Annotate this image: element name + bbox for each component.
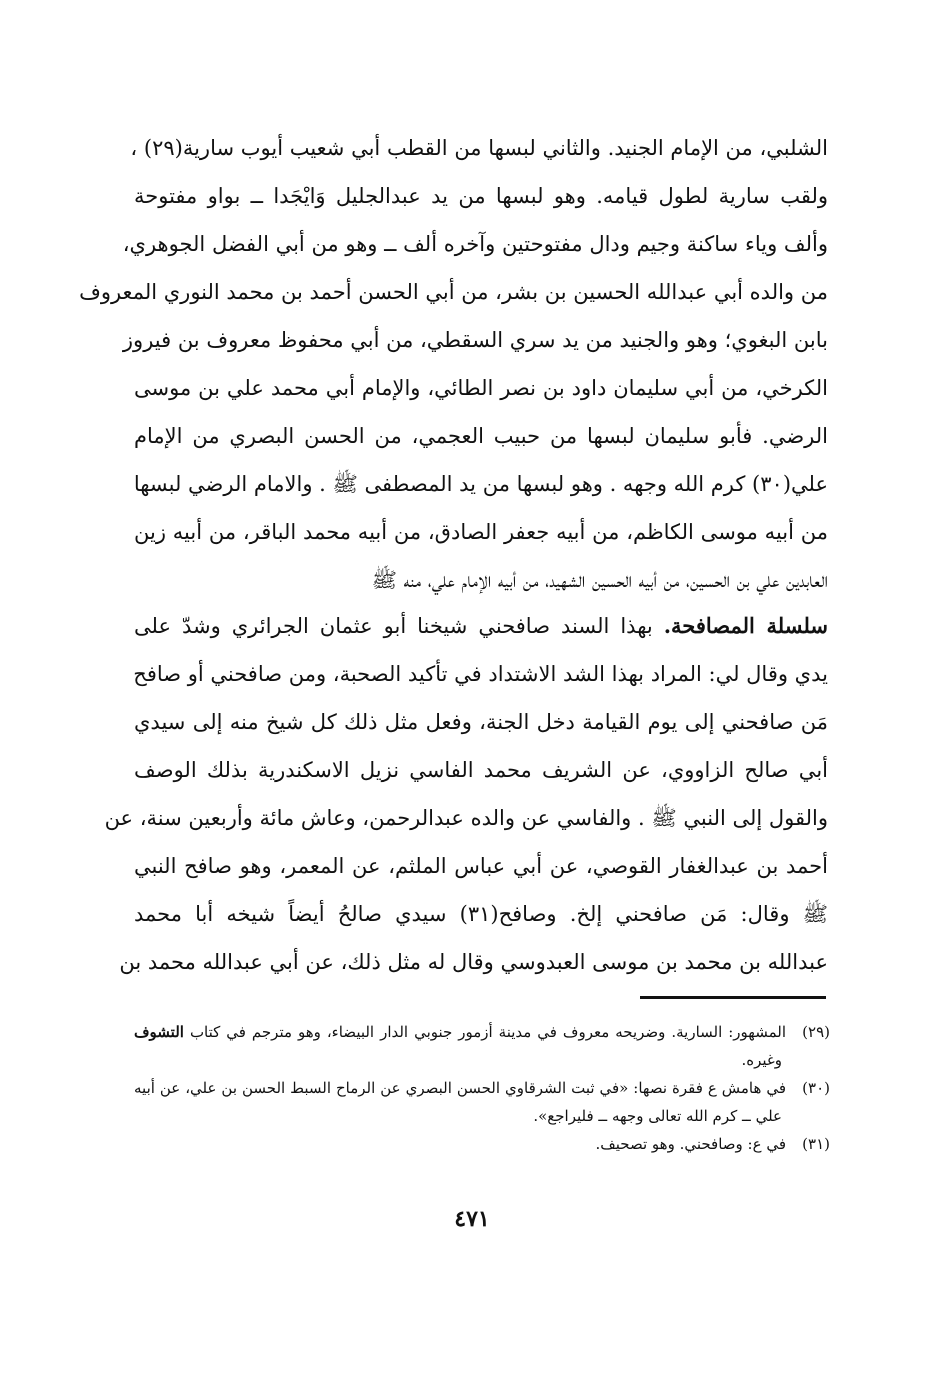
footnote-29-line (134, 1018, 830, 1046)
footnote-number: (٣١) (802, 1135, 830, 1153)
text-line: ولقب سارية لطول قيامه. وهو لبسها من يد عبدالجليل وَايْجَدا ــ بواو مفتوحة (134, 184, 828, 208)
text-line: من أبيه موسى الكاظم، من أبيه جعفر الصادق، من أبيه محمد الباقر، من أبيه زين (134, 520, 828, 544)
text-line: علي(٣٠) كرم الله وجهه . وهو لبسها من يد المصطفى ﷺ . والامام الرضي لبسها (133, 472, 828, 496)
paragraph-sanad-khirqa (79, 124, 828, 604)
book-title: التشوف (134, 1023, 184, 1041)
text-line: من والده أبي عبدالله الحسين بن بشر، من أبي الحسن أحمد بن محمد النوري المعروف (79, 280, 828, 304)
text-line: عبدالله بن محمد بن موسى العبدوسي وقال له مثل ذلك، عن أبي عبدالله محمد بن (119, 950, 828, 974)
text-line-first (134, 602, 828, 650)
footnote-30-continuation: علي ــ كرم الله تعالى وجهه ــ فليراجع». (533, 1107, 782, 1125)
footnote-divider (640, 996, 826, 999)
text-line: ﷺ وقال: مَن صافحني إلخ. وصافح(٣١) سيدي صالحُ أيضاً شيخه أبا محمد (134, 902, 828, 926)
footnotes (134, 1018, 830, 1158)
footnote-number: (٣٠) (802, 1079, 830, 1097)
footnote-text: المشهور: السارية. وضريحه معروف في مدينة أزمور جنوبي الدار البيضاء، وهو مترجم في كتاب (189, 1023, 787, 1041)
footnote-29-continuation: وغيره. (741, 1051, 782, 1069)
text-line: الشلبي، من الإمام الجنيد. والثاني لبسها من القطب أبي شعيب أيوب سارية(٢٩) ، (130, 136, 828, 160)
section-heading: سلسلة المصافحة. (663, 613, 828, 638)
text-line: الكرخي، من أبي سليمان داود بن نصر الطائي، والإمام أبي محمد علي بن موسى (134, 376, 828, 400)
footnote-30-line (134, 1074, 830, 1102)
text-line: يدي وقال لي: المراد بهذا الشد الاشتداد في تأكيد الصحبة، ومن صافحني أو صافح (133, 662, 828, 686)
text-line: بابن البغوي؛ وهو والجنيد من يد سري السقطي، من أبي محفوظ معروف بن فيروز (122, 328, 828, 352)
text-line: العابدين علي بن الحسين، من أبيه الحسين الشهيد، من أبيه الإمام علي، منه ﷺ (371, 568, 828, 592)
footnote-text: في هامش ع فقرة نصها: «في ثبت الشرقاوي الحسن البصري عن الرماح السبط الحسن بن علي، عن أبيه (134, 1079, 786, 1097)
text-line: أحمد بن عبدالغفار القوصي، عن أبي عباس الملثم، عن المعمر، وهو صافح النبي (134, 854, 828, 878)
text-line: الرضي. فأبو سليمان لبسها من حبيب العجمي، من الحسن البصري من الإمام (134, 424, 828, 448)
text-line: والقول إلى النبي ﷺ . والفاسي عن والده عبدالرحمن، وعاش مائة وأربعين سنة، عن (104, 806, 828, 830)
text-line: وألف وياء ساكنة وجيم ودال مفتوحتين وآخره ألف ــ وهو من أبي الفضل الجوهري، (122, 232, 828, 256)
footnote-text: في ع: وصافحني. وهو تصحيف. (595, 1135, 786, 1153)
heading-line-rest: بهذا السند صافحني شيخنا أبو عثمان الجرائري وشدّ على (134, 614, 653, 638)
footnote-31-line (134, 1130, 830, 1158)
footnote-number: (٢٩) (802, 1023, 831, 1041)
page-number: ٤٧١ (454, 1206, 490, 1232)
paragraph-musafaha (104, 602, 828, 986)
text-line: مَن صافحني إلى يوم القيامة دخل الجنة، وفعل مثل ذلك كل شيخ منه إلى سيدي (134, 710, 828, 734)
text-line: أبي صالح الزاووي، عن الشريف محمد الفاسي نزيل الاسكندرية بذلك الوصف (134, 758, 828, 782)
